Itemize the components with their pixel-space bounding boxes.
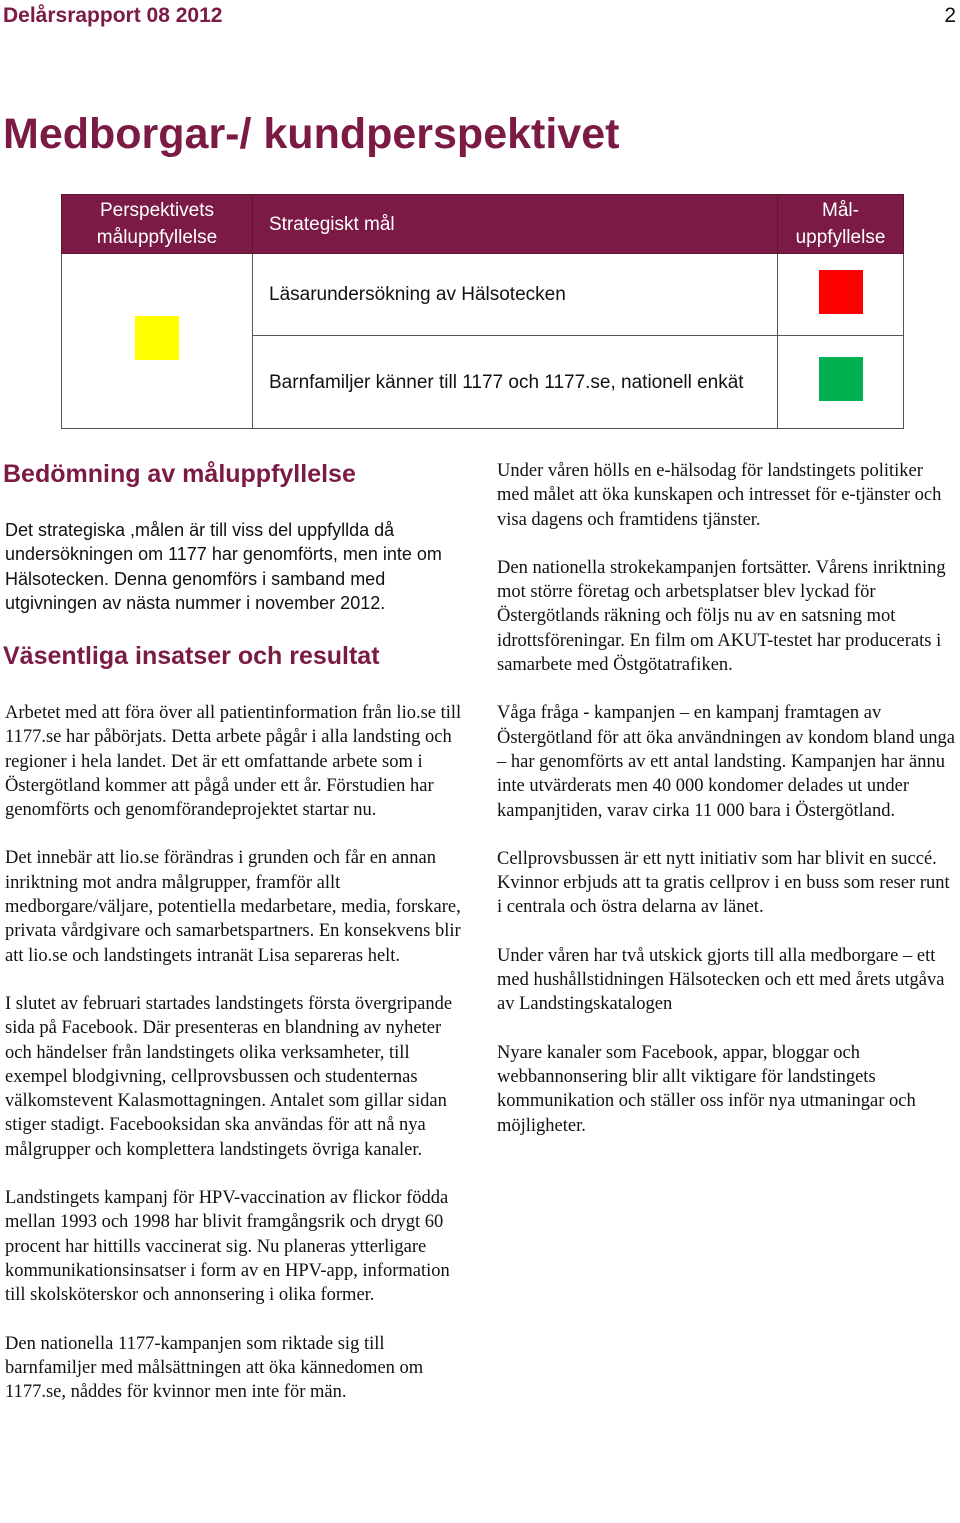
body-paragraph: Nyare kanaler som Facebook, appar, bloggar och webbannonsering blir allt viktigare för landstingets kommunikation och ställer oss inför nya utmaningar och möjligheter.	[497, 1042, 916, 1136]
goal-status-indicator-green	[819, 357, 863, 401]
page-title: Medborgar-/ kundperspektivet	[3, 110, 620, 158]
body-paragraph: I slutet av februari startades landstingets första övergripande sida på Facebook. Där presenteras en blandning av nyheter och händelser från landstingets olika verksamheter, till exempel blodgivning, cellprovsbussen och studenternas välkomstevent Kalasmottagningen. Antalet som gillar sidan stiger stadigt. Facebooksidan ska användas för att nå nya målgrupper och komplettera landstingets övriga kanaler.	[5, 993, 453, 1160]
goal-text: Läsarundersökning av Hälsotecken	[253, 254, 778, 336]
section-heading-assessment: Bedömning av måluppfyllelse	[3, 460, 356, 488]
goal-status-indicator-red	[819, 270, 863, 314]
report-header-title: Delårsrapport 08 2012	[3, 4, 223, 27]
header-strategic-goal: Strategiskt mål	[253, 195, 778, 254]
page-number: 2	[944, 4, 956, 27]
body-paragraph: Det innebär att lio.se förändras i grunden och får en annan inriktning mot andra målgrupper, framför allt medborgare/väljare, potentiella medarbetare, media, forskare, privata vårdgivare och samarbetspartners. En konsekvens blir att lio.se och landstingets intranät Lisa separeras helt.	[5, 848, 461, 966]
body-paragraph: Arbetet med att föra över all patientinformation från lio.se till 1177.se har påbörjats. Detta arbete pågår i alla landsting och regioner i hela landet. Det är ett omfattande arbete som i Östergötland kommer att pågå under ett år. Förstudien har genomförts och genomförandeprojektet startar nu.	[5, 703, 462, 821]
goals-table-header-row	[62, 195, 904, 254]
body-paragraph: Den nationella 1177-kampanjen som riktade sig till barnfamiljer med målsättningen att öka kännedomen om 1177.se, nåddes för kvinnor men inte för män.	[5, 1333, 424, 1403]
body-paragraph: Under våren har två utskick gjorts till alla medborgare – ett med hushållstidningen Hälsotecken och ett med årets utgåva av Landstingskatalogen	[497, 945, 945, 1015]
perspective-status-cell	[62, 254, 253, 429]
table-row	[62, 254, 904, 336]
header-goal-fulfillment: Mål-uppfyllelse	[778, 195, 904, 254]
section-heading-actions: Väsentliga insatser och resultat	[3, 642, 380, 670]
goal-status-cell	[778, 336, 904, 429]
assessment-text-block	[5, 518, 467, 639]
left-column	[5, 701, 467, 1428]
right-column	[497, 459, 955, 1162]
header-perspective: Perspektivets måluppfyllelse	[62, 195, 253, 254]
perspective-status-indicator	[135, 316, 179, 360]
body-paragraph: Våga fråga - kampanjen – en kampanj framtagen av Östergötland för att öka användningen av kondom bland unga – har genomförts av ett antal landsting. Kampanjen har ännu inte utvärderats men 40 000 kondomer delades ut under kampanjtiden, varav cirka 11 000 bara i Östergötland.	[497, 703, 955, 821]
goal-status-cell	[778, 254, 904, 336]
goal-text: Barnfamiljer känner till 1177 och 1177.se, nationell enkät	[253, 336, 778, 429]
body-paragraph: Landstingets kampanj för HPV-vaccination av flickor födda mellan 1993 och 1998 har blivit framgångsrik och drygt 60 procent har hittills vaccinerat sig. Nu planeras ytterligare kommunikationsinsatser i form av en HPV-app, information till skolsköterskor och annonsering i olika former.	[5, 1188, 450, 1306]
assessment-paragraph: Det strategiska ,målen är till viss del uppfyllda då undersökningen om 1177 har genomförts, men inte om Hälsotecken. Denna genomförs i samband med utgivningen av nästa nummer i november 2012.	[5, 520, 442, 613]
body-paragraph: Cellprovsbussen är ett nytt initiativ som har blivit en succé. Kvinnor erbjuds att ta gratis cellprov i en buss som reser runt i centrala och östra delarna av länet.	[497, 848, 950, 918]
goals-table	[61, 194, 904, 429]
body-paragraph: Den nationella strokekampanjen fortsätter. Vårens inriktning mot större företag och arbetsplatser blev lyckad för Östergötlands räkning och följs nu av en satsning mot idrottsföreningar. En film om AKUT-testet har producerats i samarbete med Östgötatrafiken.	[497, 557, 946, 676]
body-paragraph: Under våren hölls en e-hälsodag för landstingets politiker med målet att öka kunskapen och intresset för e-tjänster och visa dagens och framtidens tjänster.	[497, 461, 942, 530]
